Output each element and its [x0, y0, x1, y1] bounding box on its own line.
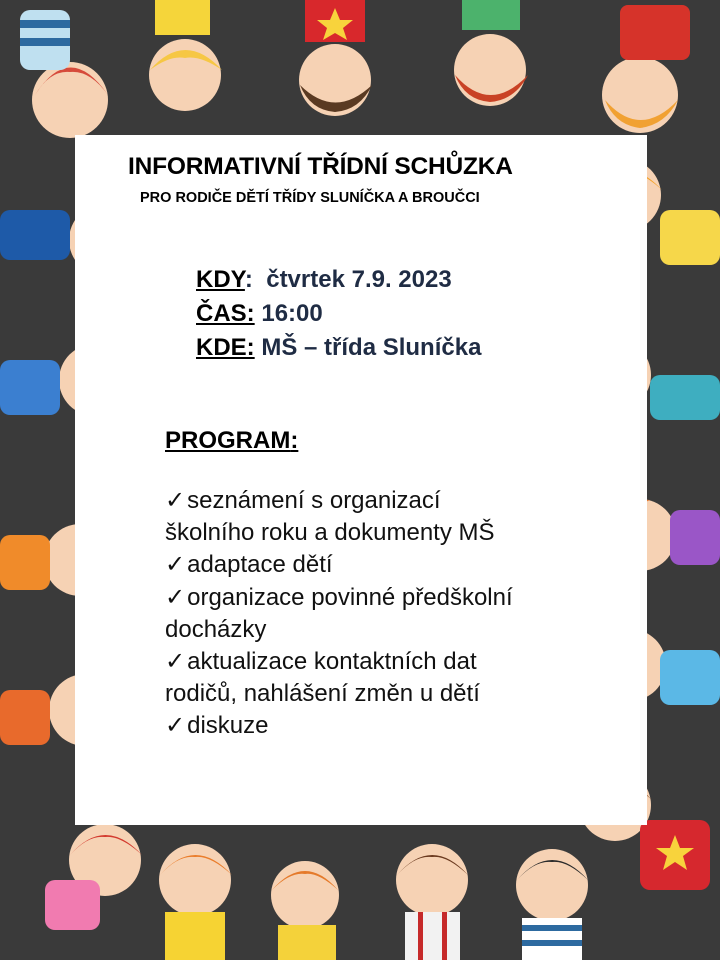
- program-item: ✓organizace povinné předškolní: [165, 584, 513, 611]
- program-item: ✓adaptace dětí: [165, 551, 333, 578]
- program-item: ✓seznámení s organizací: [165, 487, 441, 514]
- check-icon: ✓: [165, 584, 186, 611]
- when-value: čtvrtek 7.9. 2023: [266, 266, 452, 293]
- poster-title: INFORMATIVNÍ TŘÍDNÍ SCHŮZKA: [128, 153, 513, 180]
- program-item: docházky: [165, 616, 267, 643]
- child-figure: [516, 849, 588, 960]
- time-row: [196, 300, 323, 328]
- poster-subtitle: PRO RODIČE DĚTÍ TŘÍDY SLUNÍČKA A BROUČCI: [140, 190, 480, 206]
- child-figure: [45, 824, 142, 930]
- check-icon: ✓: [165, 712, 186, 739]
- time-value: 16:00: [261, 300, 323, 327]
- child-figure: [159, 844, 232, 960]
- child-figure: [299, 0, 372, 116]
- poster-card: [75, 135, 647, 825]
- child-figure: [454, 0, 528, 106]
- child-figure: [149, 0, 222, 111]
- child-figure: [602, 5, 690, 133]
- when-row: KDY: čtvrtek 7.9. 2023: [196, 266, 452, 293]
- program-item: rodičů, nahlášení změn u dětí: [165, 680, 480, 707]
- check-icon: ✓: [165, 551, 186, 578]
- program-item: ✓aktualizace kontaktních dat: [165, 648, 477, 675]
- where-value: MŠ – třída Sluníčka: [261, 334, 482, 361]
- child-figure: [396, 844, 468, 960]
- program-heading: PROGRAM:: [165, 427, 299, 454]
- time-label: ČAS:: [196, 300, 255, 327]
- program-item: školního roku a dokumenty MŠ: [165, 519, 495, 546]
- where-label: KDE:: [196, 334, 255, 361]
- program-item: ✓diskuze: [165, 712, 269, 739]
- child-figure: [20, 10, 108, 138]
- check-icon: ✓: [165, 648, 186, 675]
- check-icon: ✓: [165, 487, 186, 514]
- where-row: [196, 334, 481, 362]
- child-figure: [271, 861, 339, 960]
- when-label: KDY: [196, 266, 245, 293]
